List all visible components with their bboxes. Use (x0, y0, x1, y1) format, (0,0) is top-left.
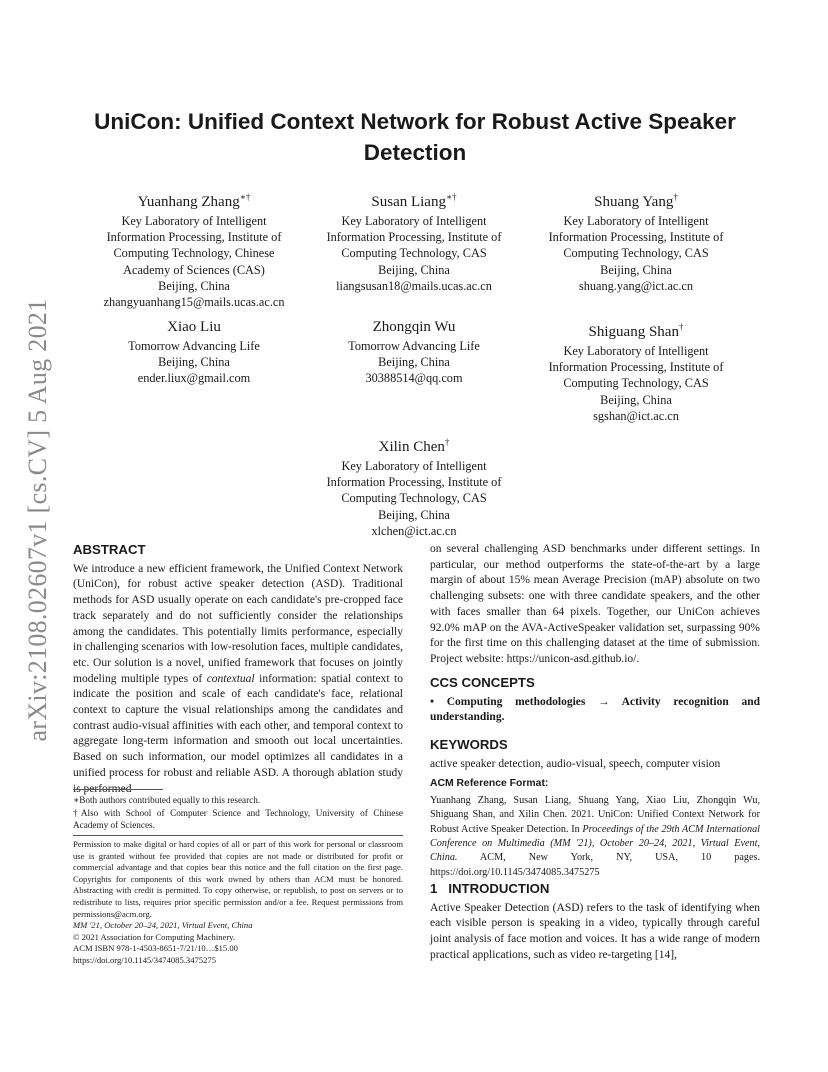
location-line: Beijing, China (378, 355, 450, 370)
introduction-heading: 1 INTRODUCTION (430, 881, 550, 896)
email-line: zhangyuanhang15@mails.ucas.ac.cn (103, 295, 285, 310)
affiliation-line: Information Processing, Institute of (548, 230, 724, 245)
copyright-line: © 2021 Association for Computing Machinery. (73, 931, 236, 942)
affiliation-line: Key Laboratory of Intelligent (121, 214, 267, 228)
ccs-text: • Computing methodologies → Activity recognition and understanding. (430, 695, 760, 724)
introduction-section (430, 881, 760, 964)
left-column (73, 542, 403, 797)
ccs-heading: CCS CONCEPTS (430, 675, 535, 690)
abstract-continued: on several challenging ASD benchmarks under different settings. In particular, our method outperforms the state-of-the-art by a large margin of about 15% mean Average Precision (mAP) absolute on two challenging subsets: one with three candidate speakers, and the other with faces smaller than 64 pixels. Together, our UniCon achieves 92.0% mAP on the AVA-ActiveSpeaker validation set, surpassing 90% for the first time on this challenging dataset at the time of submission. Project website: https://unicon-asd.github.io/. (430, 543, 760, 665)
venue-line: MM '21, October 20–24, 2021, Virtual Event, China (73, 920, 253, 931)
permission-rule (73, 835, 403, 836)
abstract-text: We introduce a new efficient framework, the Unified Context Network (UniCon), for robust active speaker detection (ASD). Traditional methods for ASD usually operate on each candidate's pre-cropped face track separately and do not sufficiently consider the relationships among the candidates. This potentially limits performance, especially in challenging scenarios with low-resolution faces, multiple candidates, etc. Our solution is a novel, unified framework that focuses on jointly modeling multiple types of contextual information: spatial context to indicate the position and scale of each candidate's face, relational context to capture the visual relationships among the candidates and contrast audio-visual affinities with each other, and temporal context to aggregate long-term information and smooth out local uncertainties. Based on such information, our model optimizes all candidates in a unified process for robust and reliable ASD. A thorough ablation study is performed (73, 562, 403, 795)
location-line: Beijing, China (378, 507, 450, 522)
location-line: Beijing, China (600, 262, 672, 277)
author-name: Xiao Liu (167, 319, 221, 335)
introduction-text: Active Speaker Detection (ASD) refers to the task of identifying when each visible person is speaking in a video, typically through careful joint analysis of face motion and voices. It has a wide range of modern practical applications, such as video re-targeting [14], (430, 901, 760, 961)
email-line: liangsusan18@mails.ucas.ac.cn (336, 278, 492, 293)
author-mark: ∗† (445, 192, 457, 202)
reference-proceedings: Proceedings of the 29th ACM International Conference on Multimedia (MM '21), October 20–24, 2021, Virtual Event, China. (430, 823, 760, 864)
author-name: Shiguang Shan (588, 324, 679, 340)
author-name: Xilin Chen (378, 439, 445, 455)
affiliation-line: Computing Technology, CAS (341, 246, 487, 261)
ccs-section (430, 675, 760, 726)
email-line: sgshan@ict.ac.cn (593, 408, 679, 423)
author-mark: † (678, 322, 684, 332)
affiliation-line: Information Processing, Institute of (326, 475, 502, 490)
location-line: Beijing, China (158, 278, 230, 293)
author-name: Zhongqin Wu (372, 319, 456, 335)
location-line: Beijing, China (158, 355, 230, 370)
affiliation-line: Key Laboratory of Intelligent (341, 459, 487, 473)
affiliation-line: Computing Technology, CAS (341, 491, 487, 506)
email-line: xlchen@ict.ac.cn (371, 523, 457, 538)
affiliation-line: Key Laboratory of Intelligent (341, 214, 487, 228)
reference-format (430, 776, 760, 880)
author-block (79, 188, 309, 310)
author-block (79, 318, 309, 387)
doi-line: https://doi.org/10.1145/3474085.3475275 (73, 954, 216, 965)
affiliation-line: Tomorrow Advancing Life (128, 339, 260, 353)
footnote-equal-contribution: ∗Both authors contributed equally to this research. (73, 795, 261, 805)
footnote-rule (73, 789, 163, 790)
affiliation-line: Computing Technology, CAS (563, 246, 709, 261)
affiliation-line: Information Processing, Institute of (326, 230, 502, 245)
author-mark: † (444, 437, 450, 447)
affiliation-line: Key Laboratory of Intelligent (563, 214, 709, 228)
footnote-affiliation: †Also with School of Computer Science and Technology, University of Chinese Academy of Sciences. (73, 807, 403, 831)
author-name: Yuanhang Zhang (137, 194, 240, 210)
location-line: Beijing, China (600, 392, 672, 407)
author-name: Susan Liang (371, 194, 446, 210)
affiliation-line: Computing Technology, Chinese (113, 246, 275, 261)
keywords-heading: KEYWORDS (430, 737, 508, 752)
author-block (521, 188, 751, 294)
keywords-text: active speaker detection, audio-visual, speech, computer vision (430, 757, 721, 770)
right-column (430, 542, 760, 668)
author-block (299, 188, 529, 294)
affiliation-line: Tomorrow Advancing Life (348, 339, 480, 353)
affiliation-line: Information Processing, Institute of (106, 230, 282, 245)
email-line: shuang.yang@ict.ac.cn (578, 278, 694, 293)
keywords-section (430, 737, 760, 772)
author-mark: † (673, 192, 678, 202)
author-block (299, 318, 529, 387)
author-name: Shuang Yang (594, 194, 674, 210)
location-line: Beijing, China (378, 262, 450, 277)
affiliation-line: Computing Technology, CAS (563, 376, 709, 391)
abstract-emphasis: contextual (206, 672, 255, 685)
arxiv-id: arXiv:2108.02607v1 [cs.CV] 5 Aug 2021 (23, 298, 52, 742)
author-mark: ∗† (239, 192, 251, 202)
reference-format-text: Yuanhang Zhang, Susan Liang, Shuang Yang, Xiao Liu, Zhongqin Wu, Shiguang Shan, and Xilin Chen. 2021. UniCon: Unified Context Network for Robust Active Speaker Detection. In Proceedings of the 29th ACM International Conference on Multimedia (MM '21), October 20–24, 2021, Virtual Event, China. ACM, New York, NY, USA, 10 pages. https://doi.org/10.1145/3474085.3475275 (430, 794, 760, 878)
isbn-line: ACM ISBN 978-1-4503-8651-7/21/10…$15.00 (73, 943, 238, 954)
permission-text: Permission to make digital or hard copies of all or part of this work for personal or classroom use is granted without fee provided that copies are not made or distributed for profit or commercial advantage and that copies bear this notice and the full citation on the first page. Copyrights for components of this work owned by others than ACM must be honored. Abstracting with credit is permitted. To copy otherwise, or republish, to post on servers or to redistribute to lists, requires prior specific permission and/or a fee. Request permissions from permissions@acm.org. (73, 839, 403, 919)
email-line: 30388514@qq.com (365, 371, 463, 386)
permission-block (73, 835, 403, 967)
abstract-heading: ABSTRACT (73, 542, 146, 557)
reference-format-heading: ACM Reference Format: (430, 778, 549, 789)
author-block (299, 433, 529, 539)
arxiv-stamp (0, 0, 80, 1072)
affiliation-line: Academy of Sciences (CAS) (123, 262, 265, 277)
affiliation-line: Key Laboratory of Intelligent (563, 344, 709, 358)
author-block (521, 318, 751, 424)
footnotes (73, 789, 403, 832)
affiliation-line: Information Processing, Institute of (548, 360, 724, 375)
paper-title: UniCon: Unified Context Network for Robust Active Speaker Detection (94, 109, 736, 165)
email-line: ender.liux@gmail.com (137, 371, 251, 386)
